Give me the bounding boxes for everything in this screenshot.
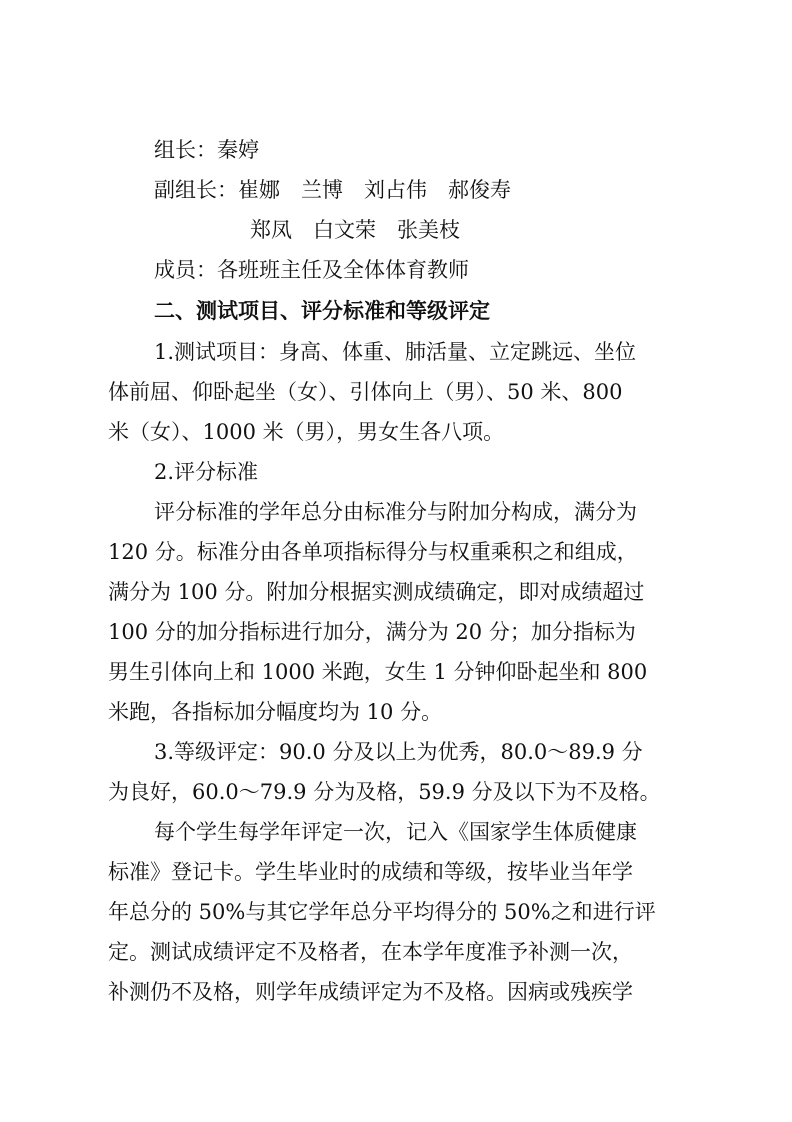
leader-line: 组长：秦婷: [154, 138, 259, 162]
items-line-3: 米（女）、1000 米（男），男女生各八项。: [108, 420, 505, 444]
deputy-line-1: 副组长：崔娜 兰博 刘占伟 郝俊寿: [154, 178, 511, 202]
scoring-line-2: 120 分。标准分由各单项指标得分与权重乘积之和组成，: [108, 540, 638, 564]
evaluation-line-4: 定。测试成绩评定不及格者，在本学年度准予补测一次，: [108, 940, 633, 964]
scoring-line-6: 米跑，各指标加分幅度均为 10 分。: [108, 700, 443, 724]
scoring-line-5: 男生引体向上和 1000 米跑，女生 1 分钟仰卧起坐和 800: [108, 660, 648, 684]
evaluation-line-5: 补测仍不及格，则学年成绩评定为不及格。因病或残疾学: [108, 980, 633, 1004]
grade-line-1: 3.等级评定：90.0 分及以上为优秀，80.0～89.9 分: [154, 740, 643, 764]
scoring-line-4: 100 分的加分指标进行加分，满分为 20 分；加分指标为: [108, 620, 636, 644]
scoring-title: 2.评分标准: [154, 460, 259, 484]
scoring-line-3: 满分为 100 分。附加分根据实测成绩确定，即对成绩超过: [108, 580, 645, 604]
grade-line-2: 为良好，60.0～79.9 分为及格，59.9 分及以下为不及格。: [108, 780, 661, 804]
scoring-line-1: 评分标准的学年总分由标准分与附加分构成，满分为: [154, 500, 637, 524]
deputy-line-2: 郑凤 白文荣 张美枝: [250, 218, 460, 242]
evaluation-line-2: 标准》登记卡。学生毕业时的成绩和等级，按毕业当年学: [108, 860, 633, 884]
evaluation-line-1: 每个学生每学年评定一次，记入《国家学生体质健康: [154, 820, 637, 844]
items-line-2: 体前屈、仰卧起坐（女）、引体向上（男）、50 米、800: [108, 380, 623, 404]
section-heading: 二、测试项目、评分标准和等级评定: [154, 299, 490, 323]
members-line: 成员：各班班主任及全体体育教师: [154, 258, 469, 282]
evaluation-line-3: 年总分的 50%与其它学年总分平均得分的 50%之和进行评: [108, 900, 656, 924]
items-line-1: 1.测试项目：身高、体重、肺活量、立定跳远、坐位: [154, 340, 637, 364]
